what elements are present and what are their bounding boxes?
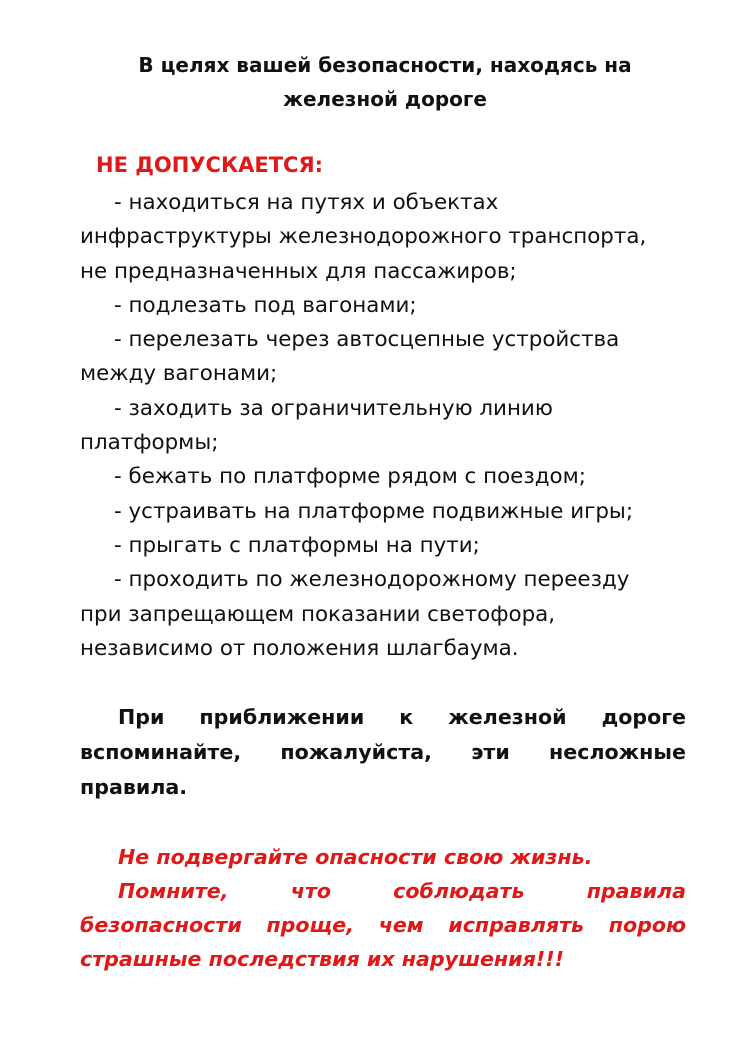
closing-line-2: Помните, что соблюдать правила безопасности проще, чем исправлять порою страшные последствия их нарушения!!! [80, 879, 686, 971]
rule-line: платформы; [80, 430, 219, 456]
rule-line: - бежать по платформе рядом с поездом; [114, 464, 586, 490]
rule-line: инфраструктуры железнодорожного транспорта, [80, 224, 647, 250]
page-title-line-1: В целях вашей безопасности, находясь на [138, 53, 632, 77]
rule-line: - прыгать с платформы на пути; [114, 532, 480, 558]
rule-line: - устраивать на платформе подвижные игры; [114, 498, 634, 524]
closing-warning [80, 840, 686, 976]
rule-line: между вагонами; [80, 361, 278, 387]
rule-line: - находиться на путях и объектах [114, 190, 499, 215]
rule-line: - перелезать через автосцепные устройства [114, 327, 620, 353]
page-title [80, 48, 690, 116]
prohibited-heading: НЕ ДОПУСКАЕТСЯ: [96, 153, 324, 177]
rule-line: не предназначенных для пассажиров; [80, 258, 517, 284]
closing-line-1: Не подвергайте опасности свою жизнь. [118, 845, 593, 869]
rule-line: при запрещающем показании светофора, [80, 601, 556, 627]
rule-line: - подлезать под вагонами; [114, 292, 417, 318]
rules-list [80, 186, 700, 666]
rule-line: независимо от положения шлагбаума. [80, 635, 519, 661]
rule-line: - проходить по железнодорожному переезду [114, 567, 630, 593]
page-title-line-2: железной дороге [283, 87, 487, 111]
reminder-paragraph: При приближении к железной дороге вспоминайте, пожалуйста, эти несложные правила. [80, 705, 686, 799]
rule-line: - заходить за ограничительную линию [114, 395, 553, 421]
